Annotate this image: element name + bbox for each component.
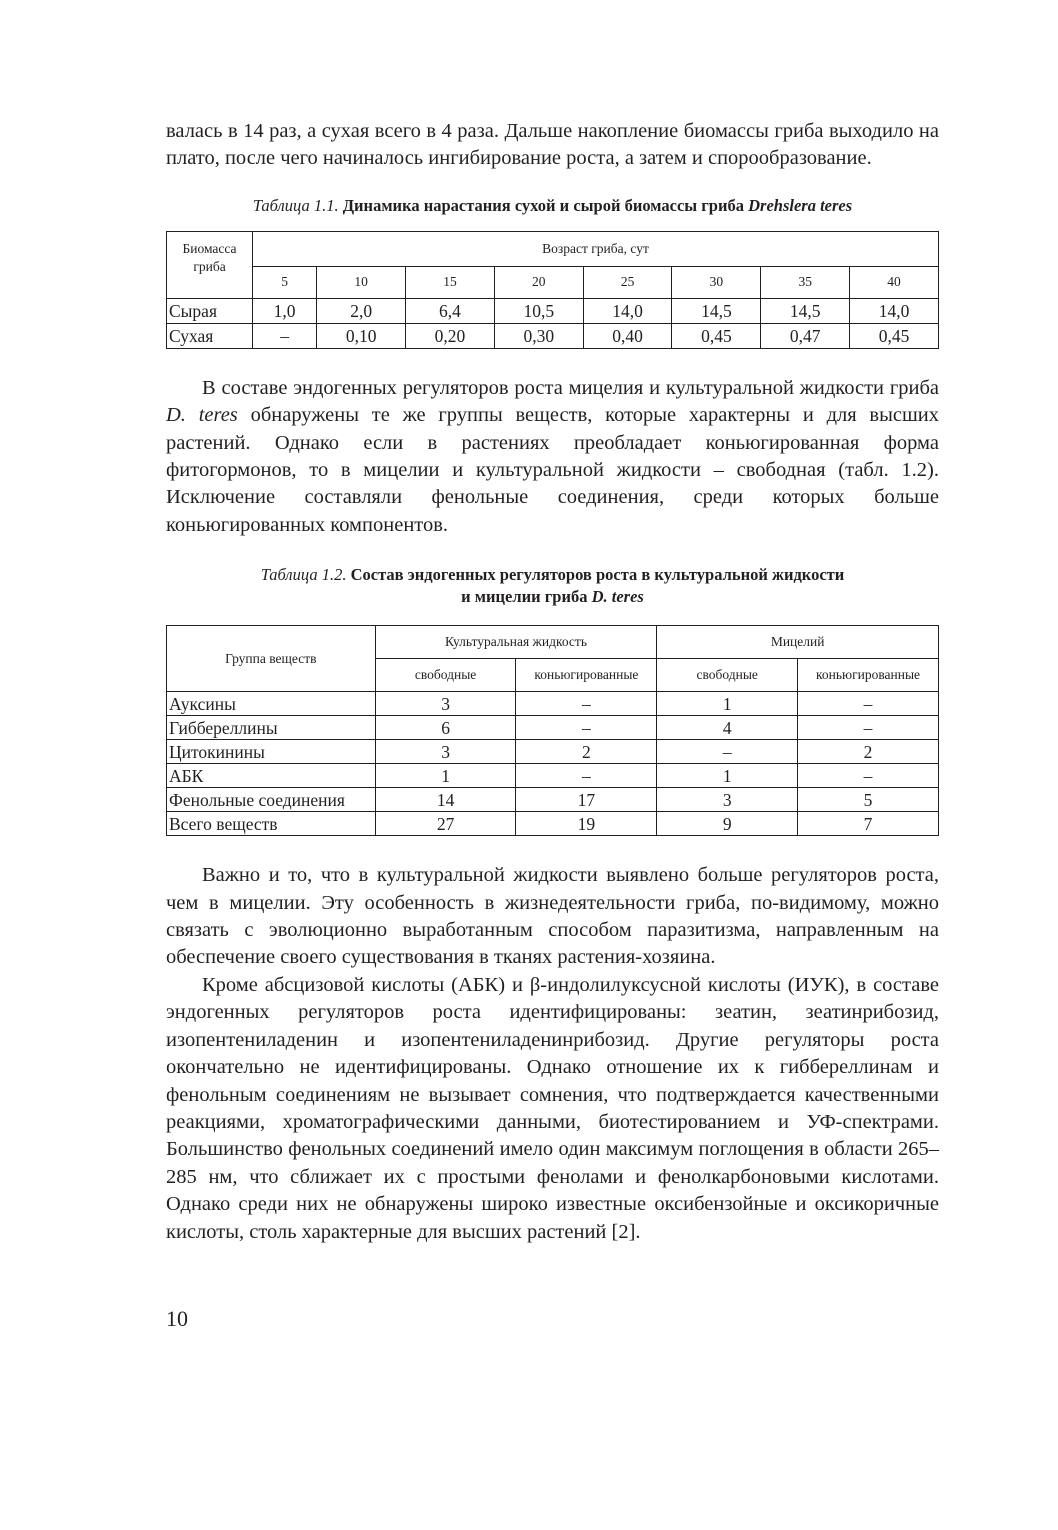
table-row bbox=[167, 323, 939, 348]
table2-sub-conj: коньюгированные bbox=[516, 659, 657, 692]
table-row bbox=[167, 812, 939, 836]
table2-row-label: Всего веществ bbox=[167, 812, 376, 836]
table2-row-label: Фенольные соединения bbox=[167, 788, 376, 812]
paragraph-4: Кроме абсцизовой кислоты (АБК) и β-индолилуксусной кислоты (ИУК), в составе эндогенных регуляторов роста идентифицированы: зеатин, зеатинрибозид, изопентениладенин и изопентениладенинрибозид. Другие регуляторы роста окончательно не идентифицированы. Однако отношение их к гиббереллинам и фенольным соединениям не вызывает сомнения, что подтверждается качественными реакциями, хроматографическими данными, биотестированием и УФ-спектрами. Большинство фенольных соединений имело один максимум поглощения в области 265–285 нм, что сближает их с простыми фенолами и фенолкарбоновыми кислотами. Однако среди них не обнаружены широко известные оксибензойные и оксикоричные кислоты, столь характерные для высших растений [2]. bbox=[166, 973, 939, 1243]
table-cell: 2 bbox=[516, 740, 657, 764]
paragraph-2-part1: В составе эндогенных регуляторов роста мицелия и культуральной жидкости гриба bbox=[202, 376, 939, 399]
table2-sub-free: свободные bbox=[657, 659, 798, 692]
table1-age-cell: 15 bbox=[406, 266, 495, 298]
table2-caption-label: Таблица 1.2. bbox=[260, 565, 347, 585]
table-row bbox=[167, 788, 939, 812]
paragraph-2 bbox=[166, 375, 939, 539]
table2-caption bbox=[166, 564, 939, 608]
table2-caption-title-line1: Состав эндогенных регуляторов роста в культуральной жидкости bbox=[350, 565, 845, 585]
table1-row-header: Биомасса гриба bbox=[167, 231, 253, 298]
table-cell: 5 bbox=[798, 788, 939, 812]
table-cell: 0,20 bbox=[406, 323, 495, 348]
page-number: 10 bbox=[166, 1306, 188, 1331]
table-cell: 14,5 bbox=[672, 298, 761, 323]
table-row bbox=[167, 740, 939, 764]
table2-row-label: АБК bbox=[167, 764, 376, 788]
table-cell: 1,0 bbox=[253, 298, 317, 323]
table1-age-cell: 35 bbox=[761, 266, 850, 298]
table2-sub-free: свободные bbox=[375, 659, 516, 692]
table-cell: – bbox=[516, 692, 657, 716]
table-cell: 0,10 bbox=[317, 323, 406, 348]
table-cell: – bbox=[516, 764, 657, 788]
table-cell: 3 bbox=[657, 788, 798, 812]
table-cell: 4 bbox=[657, 716, 798, 740]
table-regulators bbox=[166, 625, 939, 836]
table-cell: 2 bbox=[798, 740, 939, 764]
table-cell: – bbox=[798, 692, 939, 716]
table-cell: 3 bbox=[375, 692, 516, 716]
table-cell: – bbox=[253, 323, 317, 348]
table1-age-cell: 30 bbox=[672, 266, 761, 298]
paragraph-2-species: D. teres bbox=[166, 404, 238, 427]
table-cell: 1 bbox=[657, 764, 798, 788]
table2-row-label: Гиббереллины bbox=[167, 716, 376, 740]
table-cell: 6,4 bbox=[406, 298, 495, 323]
table-cell: 27 bbox=[375, 812, 516, 836]
table-cell: 0,30 bbox=[494, 323, 583, 348]
page-content bbox=[166, 118, 939, 1246]
table-cell: 14,0 bbox=[850, 298, 939, 323]
table-cell: – bbox=[657, 740, 798, 764]
table-cell: 14 bbox=[375, 788, 516, 812]
table-cell: 14,5 bbox=[761, 298, 850, 323]
table-row bbox=[167, 764, 939, 788]
table2-col-group-liquid: Культуральная жидкость bbox=[375, 626, 657, 659]
table2-group-label-header: Группа веществ bbox=[167, 626, 376, 692]
table-cell: 10,5 bbox=[494, 298, 583, 323]
table-cell: 14,0 bbox=[583, 298, 672, 323]
table1-row-label: Сырая bbox=[167, 298, 253, 323]
table-cell: – bbox=[798, 764, 939, 788]
paragraph-2-part2: обнаружены те же группы веществ, которые характерны и для высших растений. Однако если в растениях преобладает коньюгированная форма фитогормонов, то в мицелии и культуральной жидкости – свободная (табл. 1.2). Исключение составляли фенольные соединения, среди которых больше коньюгированных компонентов. bbox=[166, 404, 939, 536]
table-cell: 6 bbox=[375, 716, 516, 740]
intro-paragraph: валась в 14 раз, а сухая всего в 4 раза. Дальше накопление биомассы гриба выходило на плато, после чего начиналось ингибирование роста, а затем и спорообразование. bbox=[166, 120, 939, 170]
table2-sub-conj: коньюгированные bbox=[798, 659, 939, 692]
table1-caption-species: Drehslera teres bbox=[748, 195, 853, 215]
table-cell: 17 bbox=[516, 788, 657, 812]
table-cell: 1 bbox=[375, 764, 516, 788]
paragraph-3: Важно и то, что в культуральной жидкости выявлено больше регуляторов роста, чем в мицелии. Эту особенность в жизнедеятельности гриба, по-видимому, можно связать с эволюционно выработанным способом паразитизма, направленным на обеспечение своего существования в тканях растения-хозяина. bbox=[166, 864, 939, 969]
table-cell: 0,45 bbox=[850, 323, 939, 348]
table-cell: 1 bbox=[657, 692, 798, 716]
table1-age-cell: 40 bbox=[850, 266, 939, 298]
table1-age-cell: 25 bbox=[583, 266, 672, 298]
table1-caption bbox=[166, 195, 939, 217]
table-biomass bbox=[166, 231, 939, 349]
table-cell: 0,47 bbox=[761, 323, 850, 348]
table-cell: 2,0 bbox=[317, 298, 406, 323]
table-cell: 0,40 bbox=[583, 323, 672, 348]
table-cell: 7 bbox=[798, 812, 939, 836]
table2-caption-species: D. teres bbox=[591, 587, 644, 607]
table-cell: – bbox=[798, 716, 939, 740]
table2-col-group-mycelium: Мицелий bbox=[657, 626, 939, 659]
table1-caption-label: Таблица 1.1. bbox=[252, 195, 339, 215]
table1-caption-title: Динамика нарастания сухой и сырой биомассы гриба bbox=[342, 195, 744, 215]
table1-age-cell: 20 bbox=[494, 266, 583, 298]
table-cell: 9 bbox=[657, 812, 798, 836]
table1-age-cell: 10 bbox=[317, 266, 406, 298]
table-cell: – bbox=[516, 716, 657, 740]
table1-age-row bbox=[167, 266, 939, 298]
table1-row-label: Сухая bbox=[167, 323, 253, 348]
table2-caption-title-line2: и мицелии гриба bbox=[461, 587, 588, 607]
table-cell: 0,45 bbox=[672, 323, 761, 348]
table-row bbox=[167, 692, 939, 716]
table-row bbox=[167, 298, 939, 323]
table-cell: 3 bbox=[375, 740, 516, 764]
table2-row-label: Ауксины bbox=[167, 692, 376, 716]
table-row bbox=[167, 716, 939, 740]
table1-group-header: Возраст гриба, сут bbox=[253, 231, 939, 266]
table2-row-label: Цитокинины bbox=[167, 740, 376, 764]
table-cell: 19 bbox=[516, 812, 657, 836]
table1-age-cell: 5 bbox=[253, 266, 317, 298]
